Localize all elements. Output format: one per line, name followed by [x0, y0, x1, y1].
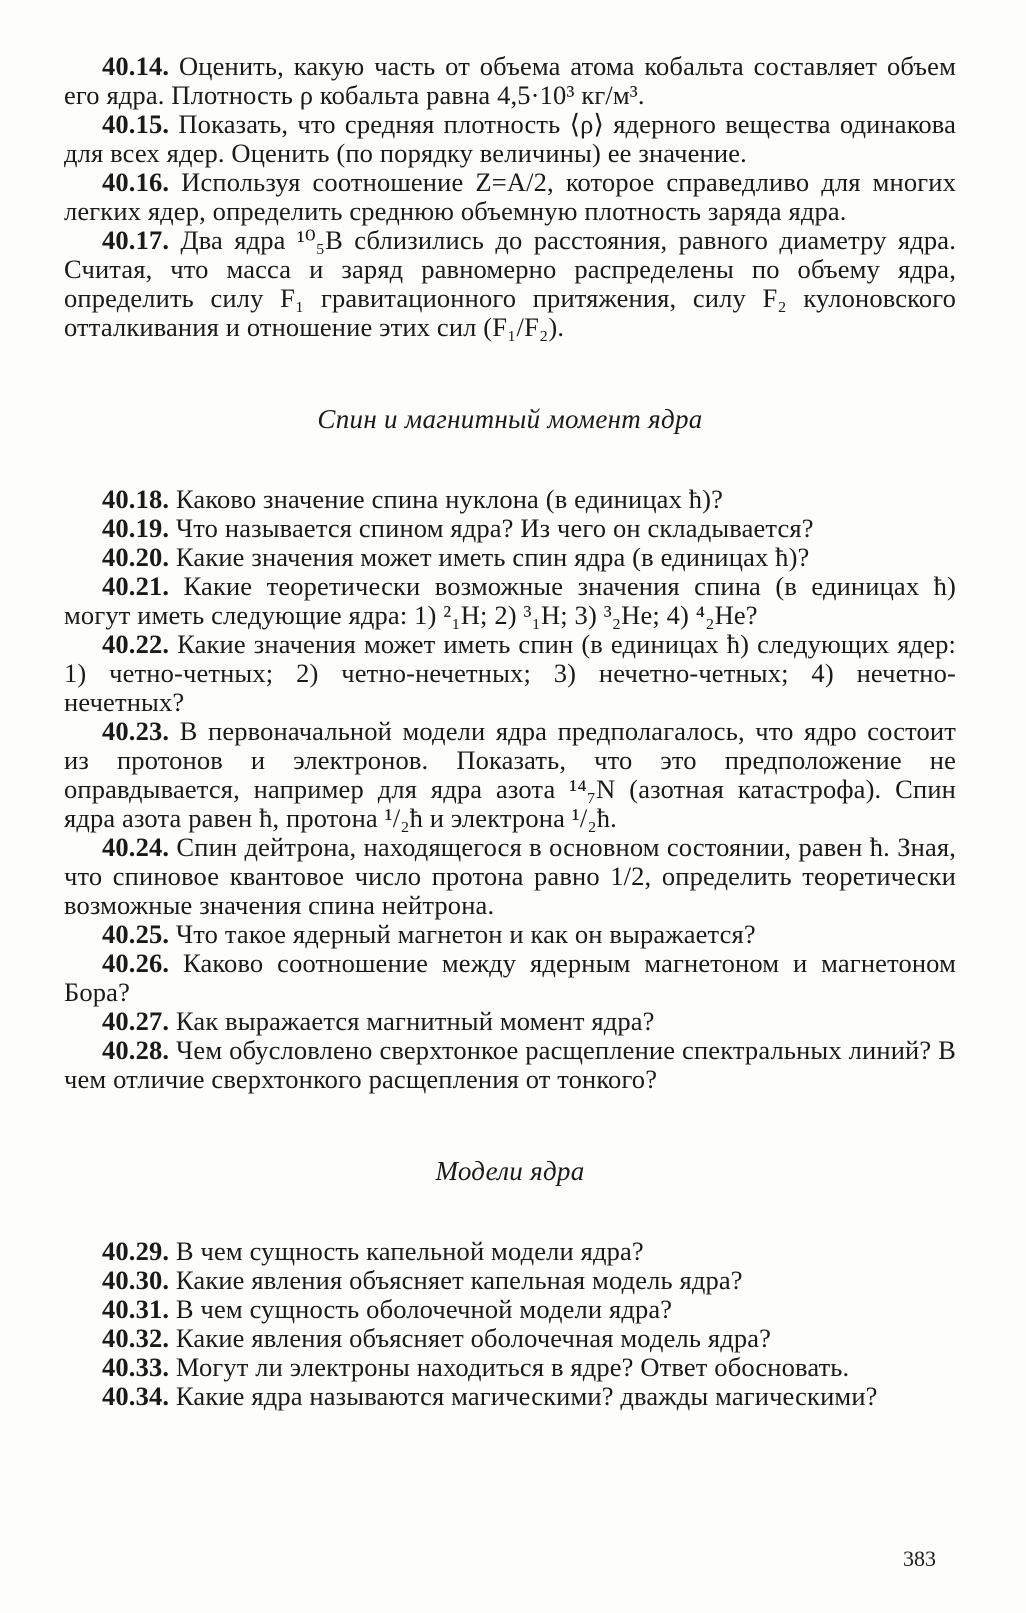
problem-number: 40.26.	[102, 948, 170, 978]
problem-text: Чем обусловлено сверхтонкое расщепление спектральных линий? В чем отличие сверхтонкого расщепления от тонкого?	[64, 1035, 956, 1094]
problem-40-31	[64, 1295, 956, 1324]
problem-text: Что такое ядерный магнетон и как он выражается?	[169, 919, 756, 949]
problem-number: 40.19.	[102, 513, 170, 543]
problem-40-28	[64, 1036, 956, 1094]
problem-40-21	[64, 572, 956, 630]
problem-40-34	[64, 1382, 956, 1411]
problem-number: 40.18.	[102, 484, 170, 514]
problem-number: 40.25.	[102, 919, 170, 949]
problem-number: 40.20.	[102, 542, 170, 572]
problem-text: Могут ли электроны находиться в ядре? Ответ обосновать.	[169, 1352, 850, 1382]
problem-text: Какие значения может иметь спин (в единицах ħ) следующих ядер: 1) четно-четных; 2) четно-нечетных; 3) нечетно-четных; 4) нечетно-нечетных?	[64, 629, 956, 717]
problem-40-29	[64, 1237, 956, 1266]
problem-text: В чем сущность капельной модели ядра?	[169, 1236, 644, 1266]
problem-text: Что называется спином ядра? Из чего он складывается?	[169, 513, 814, 543]
problem-40-22	[64, 630, 956, 717]
problem-number: 40.30.	[102, 1265, 170, 1295]
problem-number: 40.28.	[102, 1035, 170, 1065]
problem-number: 40.27.	[102, 1006, 170, 1036]
problem-text: Используя соотношение Z=A/2, которое справедливо для многих легких ядер, определить среднюю объемную плотность заряда ядра.	[64, 167, 956, 226]
problem-text: Оценить, какую часть от объема атома кобальта составляет объем его ядра. Плотность ρ кобальта равна 4,5·10³ кг/м³.	[64, 51, 956, 110]
problem-text: Какие явления объясняет капельная модель ядра?	[169, 1265, 743, 1295]
problem-40-15	[64, 110, 956, 168]
problem-40-30	[64, 1266, 956, 1295]
problem-number: 40.32.	[102, 1323, 170, 1353]
problem-number: 40.17.	[102, 225, 170, 255]
problem-text: В первоначальной модели ядра предполагалось, что ядро состоит из протонов и электронов. Показать, что это предположение не оправдывается, например для ядра азота ¹⁴₇N (азотная катастрофа). Спин ядра азота равен ħ, протона ¹/₂ħ и электрона ¹/₂ħ.	[64, 716, 956, 833]
problem-text: Какие значения может иметь спин ядра (в единицах ħ)?	[169, 542, 810, 572]
problem-text: Какие теоретически возможные значения спина (в единицах ħ) могут иметь следующие ядра: 1) ²₁H; 2) ³₁H; 3) ³₂He; 4) ⁴₂He?	[64, 571, 956, 630]
problem-40-32	[64, 1324, 956, 1353]
problem-number: 40.16.	[102, 167, 170, 197]
problem-40-26	[64, 949, 956, 1007]
problem-40-27	[64, 1007, 956, 1036]
problem-text: Спин дейтрона, находящегося в основном состоянии, равен ħ. Зная, что спиновое квантовое число протона равно 1/2, определить теоретически возможные значения спина нейтрона.	[64, 832, 956, 920]
problem-40-33	[64, 1353, 956, 1382]
problem-40-24	[64, 833, 956, 920]
page-body	[64, 0, 956, 1411]
problem-number: 40.22.	[102, 629, 170, 659]
problem-40-25	[64, 920, 956, 949]
problem-number: 40.21.	[102, 571, 170, 601]
problem-number: 40.15.	[102, 109, 170, 139]
page-number: 383	[903, 1546, 936, 1571]
section-heading-spin: Спин и магнитный момент ядра	[317, 404, 703, 434]
problem-number: 40.29.	[102, 1236, 170, 1266]
problem-40-23	[64, 717, 956, 833]
problem-text: В чем сущность оболочечной модели ядра?	[169, 1294, 673, 1324]
problem-text: Каково значение спина нуклона (в единицах ħ)?	[169, 484, 724, 514]
problem-40-20	[64, 543, 956, 572]
problem-text: Показать, что средняя плотность ⟨ρ⟩ ядерного вещества одинакова для всех ядер. Оценить (по порядку величины) ее значение.	[64, 109, 956, 168]
problem-text: Какие ядра называются магическими? дважды магическими?	[169, 1381, 878, 1411]
problem-text: Какие явления объясняет оболочечная модель ядра?	[169, 1323, 772, 1353]
problem-40-19	[64, 514, 956, 543]
section-heading-models: Модели ядра	[435, 1156, 585, 1186]
problem-40-17	[64, 226, 956, 342]
problem-number: 40.34.	[102, 1381, 170, 1411]
problem-text: Как выражается магнитный момент ядра?	[169, 1006, 655, 1036]
problem-number: 40.33.	[102, 1352, 170, 1382]
problem-number: 40.24.	[102, 832, 170, 862]
problem-text: Два ядра ¹⁰₅B сблизились до расстояния, равного диаметру ядра. Считая, что масса и заряд равномерно распределены по объему ядра, определить силу F₁ гравитационного притяжения, силу F₂ кулоновского отталкивания и отношение этих сил (F₁/F₂).	[64, 225, 956, 342]
problem-text: Каково соотношение между ядерным магнетоном и магнетоном Бора?	[64, 948, 956, 1007]
problem-number: 40.23.	[102, 716, 170, 746]
problem-40-18	[64, 485, 956, 514]
problem-40-14	[64, 52, 956, 110]
problem-40-16	[64, 168, 956, 226]
problem-number: 40.14.	[102, 51, 170, 81]
problem-number: 40.31.	[102, 1294, 170, 1324]
